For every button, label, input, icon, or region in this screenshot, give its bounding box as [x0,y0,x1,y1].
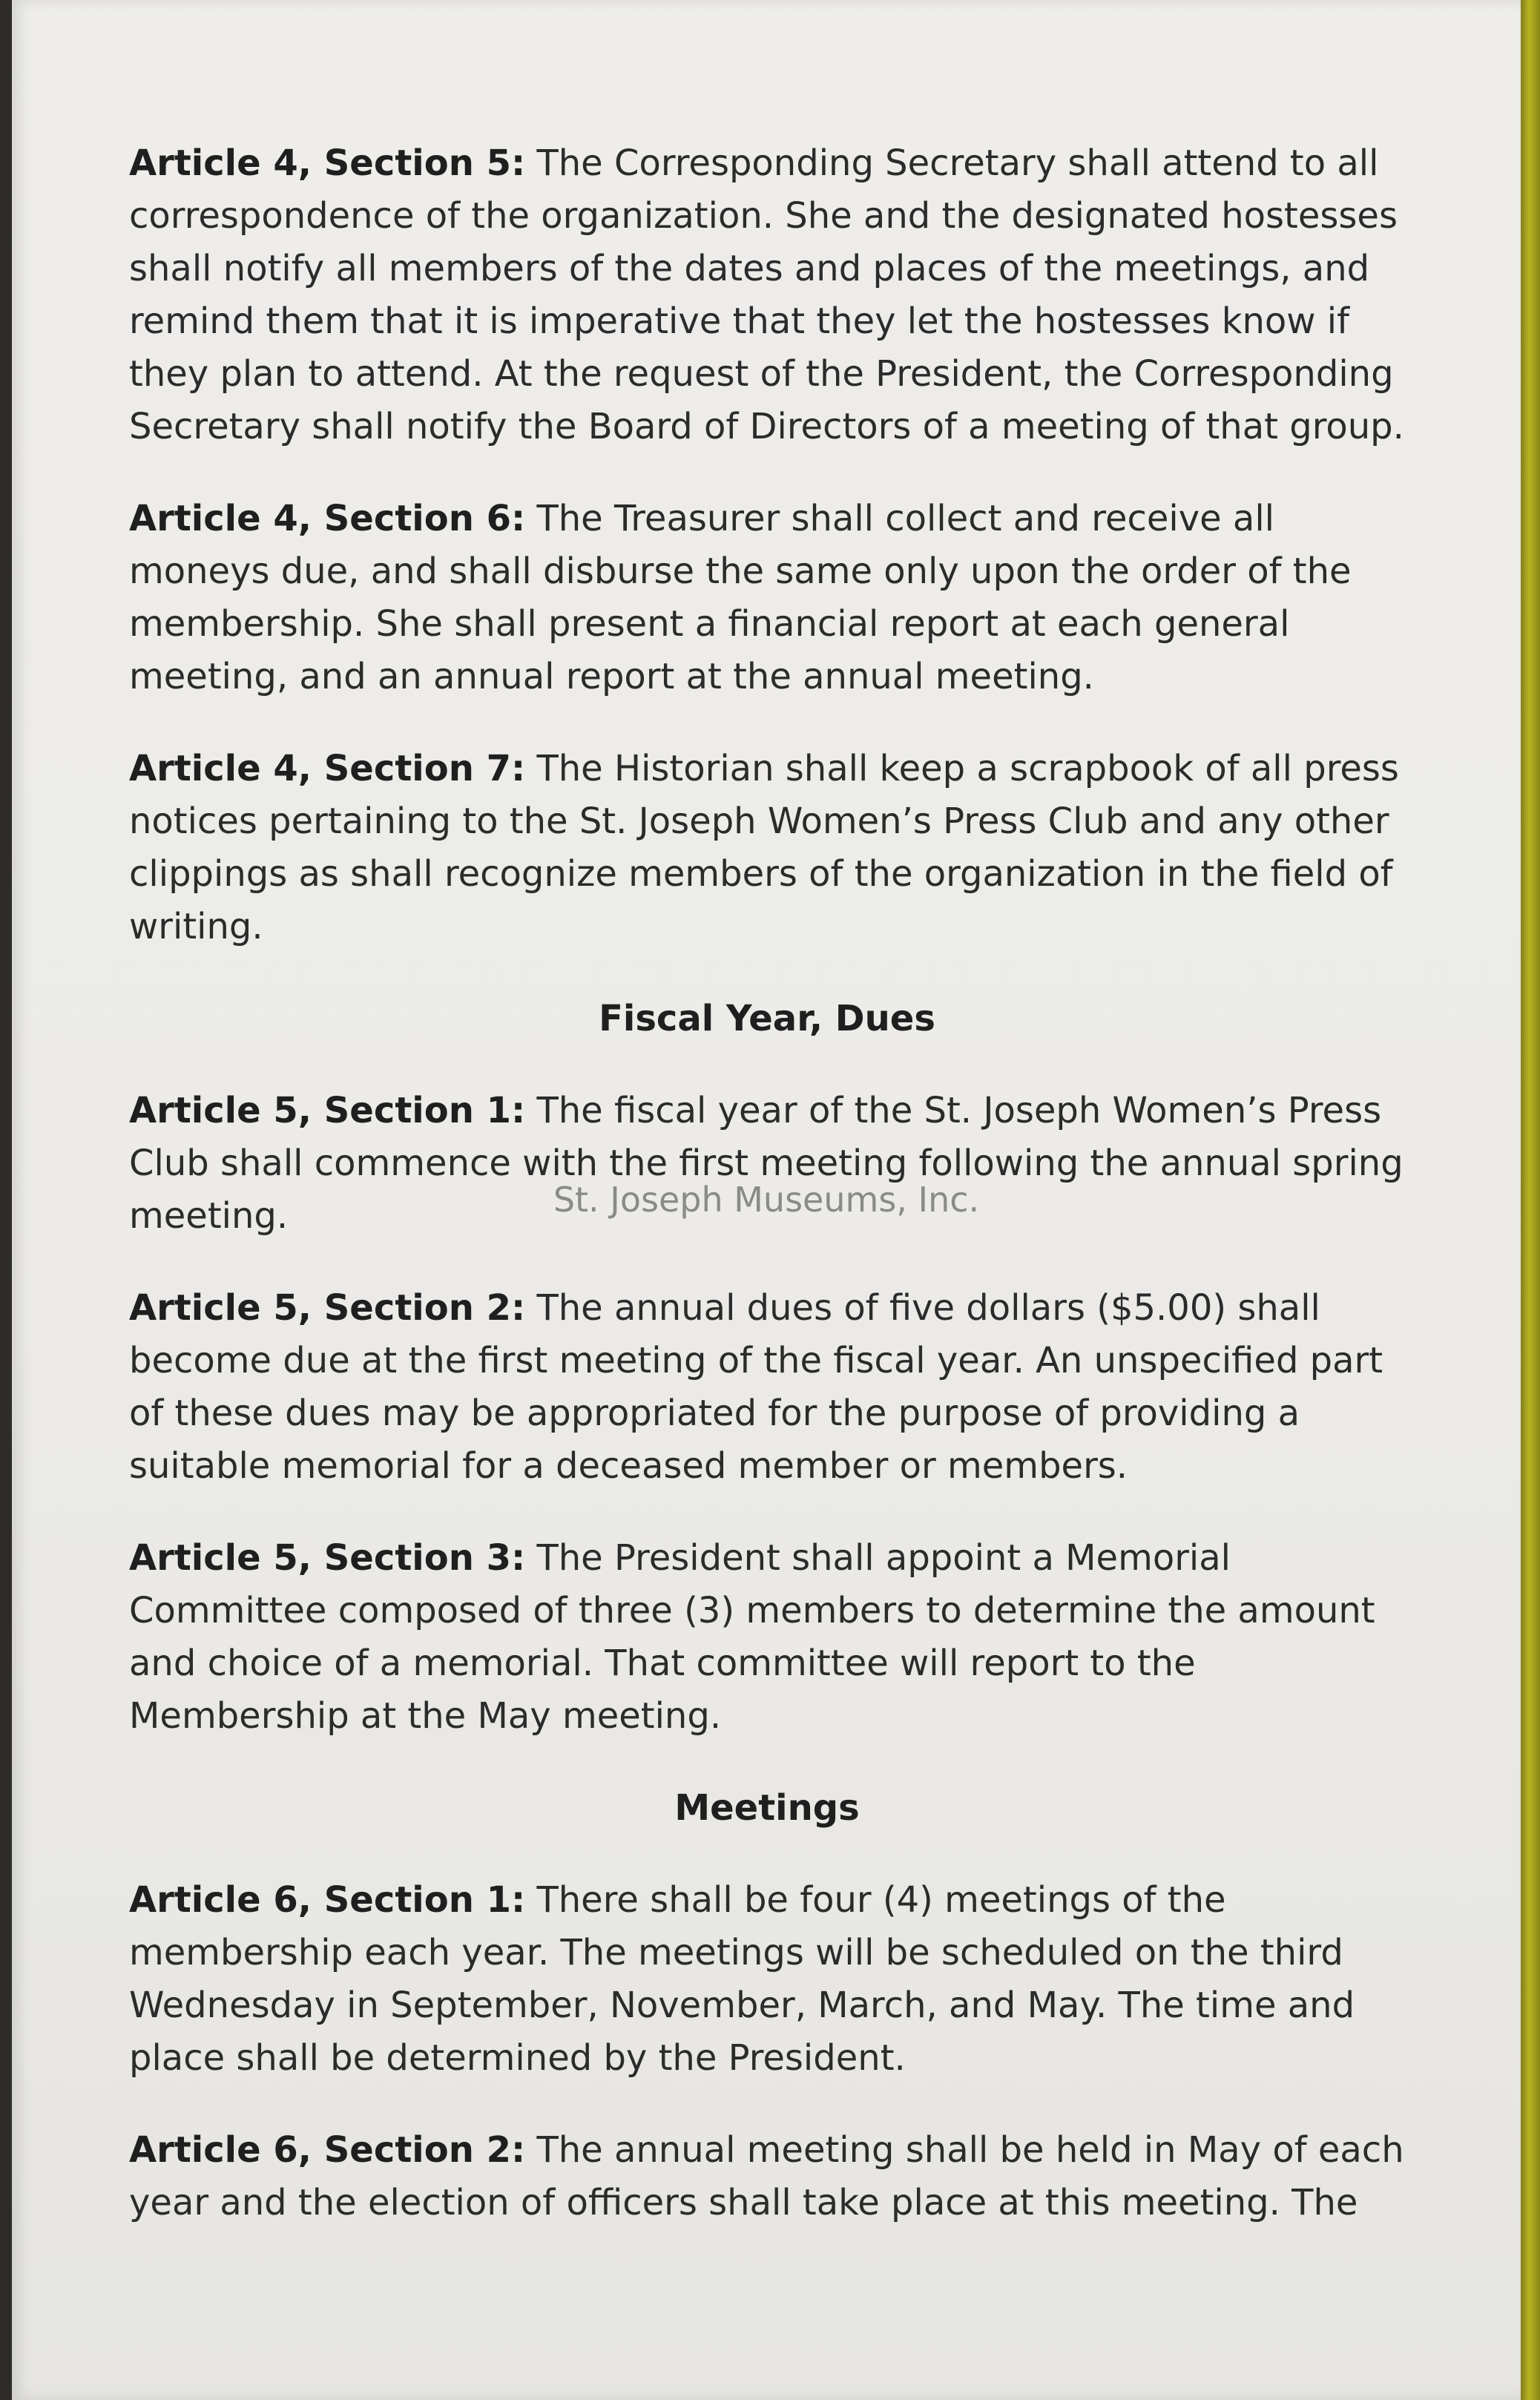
museum-watermark: St. Joseph Museums, Inc. [553,1180,980,1220]
article-4-section-5 [129,137,1405,453]
section-text: The President shall appoint a Memorial Committee composed of three (3) members to determine the amount and choice of a memorial. That committee will report to the Membership at the May meeting. [129,1537,1375,1737]
article-6-section-2 [129,2124,1405,2229]
article-4-section-6 [129,493,1405,703]
heading-fiscal-year-dues: Fiscal Year, Dues [599,998,935,1039]
section-text: The Historian shall keep a scrapbook of all press notices pertaining to the St. Joseph Women’s Press Club and any other clippings as shall recognize members of the organization in the field of writing. [129,748,1399,947]
section-text: The Treasurer shall collect and receive all moneys due, and shall disburse the same only upon the order of the membership. She shall present a financial report at each general meeting, and an annual report at the annual meeting. [129,498,1352,697]
section-label: Article 6, Section 1: [129,1879,526,1921]
bylaws-page [12,0,1521,2400]
yellow-cover-edge [1518,0,1540,2400]
section-label: Article 5, Section 3: [129,1537,526,1579]
article-4-section-7 [129,743,1405,953]
section-label: Article 4, Section 5: [129,142,526,184]
article-5-section-2 [129,1282,1405,1493]
section-text: The annual dues of five dollars ($5.00) shall become due at the first meeting of the fiscal year. An unspecified part of these dues may be appropriated for the purpose of providing a suitable memorial for a deceased member or members. [129,1287,1383,1487]
section-text: The annual meeting shall be held in May of each year and the election of officers shall take place at this meeting. The [129,2129,1404,2223]
section-label: Article 4, Section 6: [129,498,526,539]
section-label: Article 4, Section 7: [129,748,526,789]
section-text: There shall be four (4) meetings of the membership each year. The meetings will be scheduled on the third Wednesday in September, November, March, and May. The time and place shall be determined by the President. [129,1879,1355,2079]
section-text: The Corresponding Secretary shall attend to all correspondence of the organization. She and the designated hostesses shall notify all members of the dates and places of the meetings, and remind them that it is imperative that they let the hostesses know if they plan to attend. At the request of the President, the Corresponding Secretary shall notify the Board of Directors of a meeting of that group. [129,142,1404,447]
section-label: Article 5, Section 1: [129,1090,526,1131]
article-6-section-1 [129,1874,1405,2085]
article-5-section-3 [129,1532,1405,1743]
heading-meetings: Meetings [674,1787,860,1829]
section-label: Article 5, Section 2: [129,1287,526,1329]
section-label: Article 6, Section 2: [129,2129,526,2171]
section-text: The fiscal year of the St. Joseph Women’s Press Club shall commence with the first meeting following the annual spring meeting. [129,1090,1404,1237]
